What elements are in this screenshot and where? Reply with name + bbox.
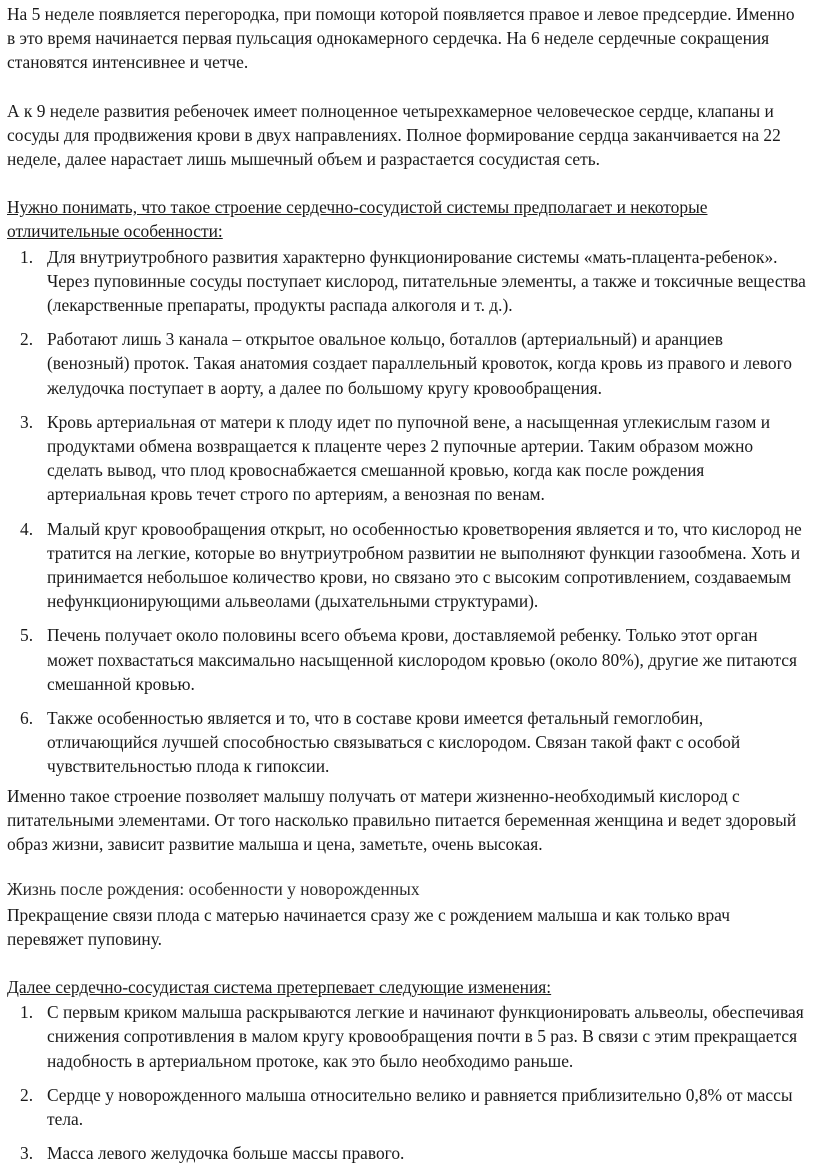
list-item bbox=[7, 245, 807, 318]
list-item-number: 2. bbox=[20, 329, 34, 350]
list-item-text: Печень получает около половины всего объема крови, доставляемой ребенку. Только этот орган может похвастаться максимально насыщенной кислородом кровью (около 80%), другие же питаются смешанной кровью. bbox=[47, 625, 797, 694]
list-item bbox=[7, 706, 807, 779]
list-item-number: 6. bbox=[20, 708, 34, 729]
list-item-number: 1. bbox=[20, 1002, 34, 1023]
list-item-text: Работают лишь 3 канала – открытое овальное кольцо, боталлов (артериальный) и аранциев (венозный) проток. Такая анатомия создает параллельный кровоток, когда кровь из правого и левого желудочка поступает в аорту, а далее по большому кругу кровообращения. bbox=[47, 329, 792, 398]
list-item-number: 2. bbox=[20, 1084, 34, 1105]
list-item-text: Сердце у новорожденного малыша относительно велико и равняется приблизительно 0,8% от массы тела. bbox=[47, 1084, 793, 1129]
list-item bbox=[7, 410, 807, 507]
changes-list bbox=[7, 1000, 807, 1165]
list-item bbox=[7, 517, 807, 614]
list-item-number: 4. bbox=[20, 518, 34, 539]
section1-summary: Именно такое строение позволяет малышу получать от матери жизненно-необходимый кислород с питательными элементами. От того насколько правильно питается беременная женщина и ведет здоровый образ жизни, зависит развитие малыша и цена, заметьте, очень высокая. bbox=[7, 785, 797, 855]
section2-paragraph-1: Прекращение связи плода с матерью начинается сразу же с рождением малыша и как только врач перевяжет пуповину. bbox=[7, 904, 730, 949]
list-item bbox=[7, 1083, 807, 1131]
list-item bbox=[7, 327, 807, 400]
list-item-text: Также особенностью является и то, что в составе крови имеется фетальный гемоглобин, отличающийся лучшей способностью связываться с кислородом. Связан такой факт с особой чувствительностью плода к гипоксии. bbox=[47, 708, 741, 777]
list-item-number: 1. bbox=[20, 246, 34, 267]
list-item-text: С первым криком малыша раскрываются легкие и начинают функционировать альвеолы, обеспечивая снижения сопротивления в малом кругу кровообращения почти в 5 раз. В связи с этим прекращается надобность в артериальном протоке, как это было необходимо раньше. bbox=[47, 1002, 804, 1071]
list-item bbox=[7, 623, 807, 696]
list-item-text: Малый круг кровообращения открыт, но особенностью кроветворения является и то, что кислород не тратится на легкие, которые во внутриутробном развитии не выполняют функции газообмена. Хоть и принимается небольшое количество крови, но связано это с высоким сопротивлением, создаваемым нефункционирующими альвеолами (дыхательными структурами). bbox=[47, 518, 802, 612]
list-item-number: 3. bbox=[20, 1143, 34, 1164]
features-list bbox=[7, 245, 807, 779]
list-item-text: Для внутриутробного развития характерно функционирование системы «мать-плацента-ребенок». Через пуповинные сосуды поступает кислород, питательные элементы, а также и токсичные вещества (лекарственные препараты, продукты распада алкоголя и т. д.). bbox=[47, 246, 806, 316]
intro-paragraph-1: На 5 неделе появляется перегородка, при помощи которой появляется правое и левое предсердие. Именно в это время начинается первая пульсация однокамерного сердечка. На 6 неделе сердечные сокращения становятся интенсивнее и четче. bbox=[7, 4, 795, 73]
intro-paragraph-2: А к 9 неделе развития ребеночек имеет полноценное четырехкамерное человеческое сердце, клапаны и сосуды для продвижения крови в двух направлениях. Полное формирование сердца заканчивается на 22 неделе, далее нарастает лишь мышечный объем и разрастается сосудистая сеть. bbox=[7, 100, 781, 170]
section2-heading: Жизнь после рождения: особенности у новорожденных bbox=[7, 879, 420, 900]
list-item-number: 3. bbox=[20, 411, 34, 432]
list-item-text: Кровь артериальная от матери к плоду идет по пупочной вене, а насыщенная углекислым газом и продуктами обмена возвращается к плаценте через 2 пупочные артерии. Таким образом можно сделать вывод, что плод кровоснабжается смешанной кровью, когда как после рождения артериальная кровь течет строго по артериям, а венозная по венам. bbox=[47, 411, 771, 505]
list-item-number: 5. bbox=[20, 625, 34, 646]
list-item bbox=[7, 1000, 807, 1073]
section2-lead: Далее сердечно-сосудистая система претерпевает следующие изменения: bbox=[7, 976, 552, 997]
list-item-text: Масса левого желудочка больше массы правого. bbox=[47, 1143, 405, 1164]
section1-lead: Нужно понимать, что такое строение сердечно-сосудистой системы предполагает и некоторые отличительные особенности: bbox=[7, 197, 708, 242]
list-item bbox=[7, 1141, 807, 1165]
